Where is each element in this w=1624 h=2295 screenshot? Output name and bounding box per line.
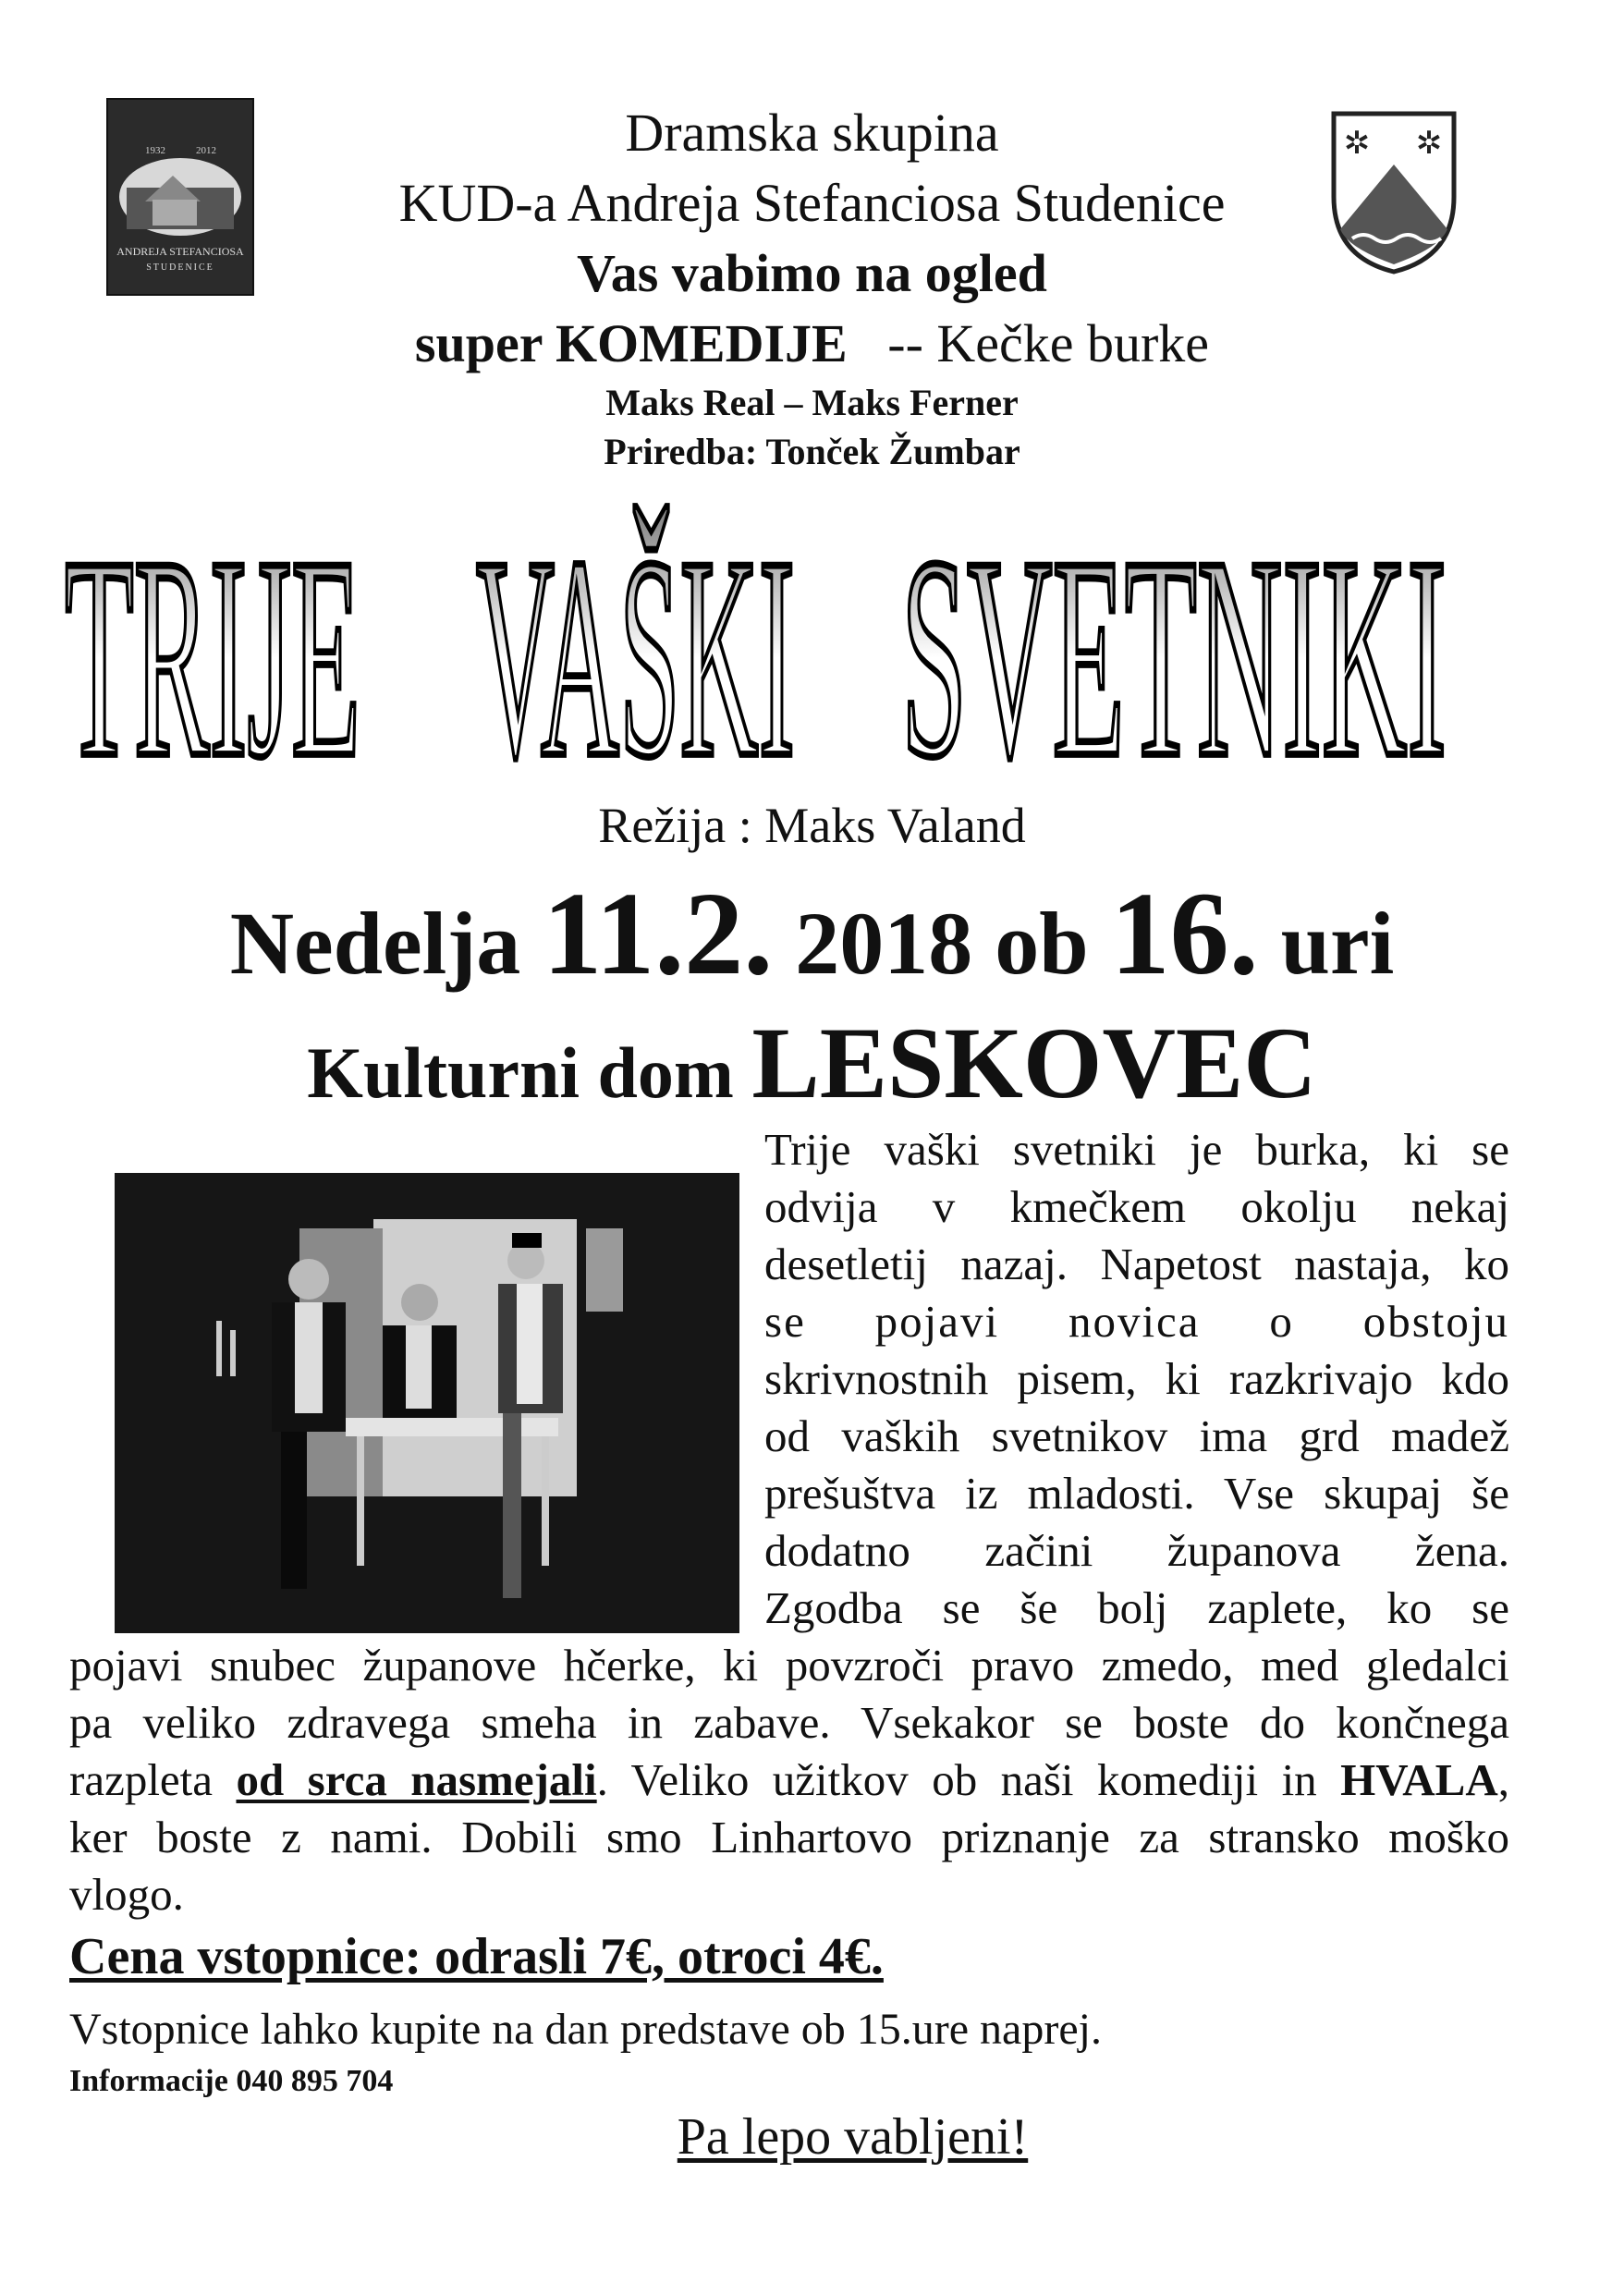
genre: super KOMEDIJE: [414, 313, 848, 373]
description-line: ker boste z nami. Dobili smo Linhartovo priznanje za stransko moško: [69, 1812, 1509, 1862]
emphasis: od srca nasmejali: [236, 1754, 597, 1805]
svg-text:STUDENICE: STUDENICE: [146, 262, 214, 273]
description-line: pojavi snubec županove hčerke, ki povzroči pravo zmedo, med gledalci: [69, 1640, 1509, 1691]
title-word-2: VAŠKI: [476, 497, 795, 804]
authors: Maks Real – Maks Ferner: [605, 382, 1019, 423]
text: . Veliko užitkov ob naši komediji in: [596, 1754, 1317, 1805]
description-line: pa veliko zdravega smeha in zabave. Vsekakor se boste do končnega: [69, 1697, 1509, 1748]
society-name: KUD-a Andreja Stefanciosa Studenice: [398, 173, 1226, 233]
description-line: vlogo.: [69, 1869, 184, 1920]
subtitle: -- Kečke burke: [887, 313, 1210, 373]
genre-line: [0, 312, 1624, 374]
description-line: prešuštva iz mladosti. Vse skupaj še: [764, 1468, 1509, 1519]
venue-prefix: Kulturni dom: [307, 1032, 734, 1113]
description-line: desetletij nazaj. Napetost nastaja, ko: [764, 1239, 1509, 1289]
description-line: Zgodba se še bolj zaplete, ko se: [764, 1582, 1509, 1633]
closing: [647, 2107, 1058, 2167]
text: razpleta: [69, 1754, 214, 1805]
emphasis-thanks: HVALA: [1340, 1754, 1498, 1805]
hour-suffix: uri: [1280, 894, 1395, 993]
hour: 16.: [1110, 868, 1259, 999]
ticket-price-text: Cena vstopnice: odrasli 7€, otroci 4€.: [69, 1928, 884, 1985]
ticket-info: Vstopnice lahko kupite na dan predstave ob 15.ure naprej.: [69, 2005, 1102, 2054]
adaptation: Priredba: Tonček Žumbar: [604, 431, 1020, 472]
ticket-price: [69, 1927, 884, 1986]
description-line: skrivnostnih pisem, ki razkrivajo kdo: [764, 1353, 1509, 1404]
svg-text:✲: ✲: [1415, 127, 1443, 161]
director: Režija : Maks Valand: [598, 798, 1026, 853]
invitation: Vas vabimo na ogled: [577, 243, 1047, 303]
text: ,: [1497, 1754, 1509, 1805]
svg-text:1932: 1932: [145, 145, 165, 156]
description-line: Trije vaški svetniki je burka, ki se: [764, 1124, 1509, 1175]
svg-text:2012: 2012: [196, 145, 216, 156]
play-title: [55, 490, 1497, 804]
description-line: [69, 1752, 1509, 1809]
svg-text:✲: ✲: [1343, 127, 1371, 161]
day: Nedelja: [229, 894, 521, 993]
description-line: dodatno začini županova žena.: [764, 1525, 1509, 1576]
svg-text:ANDREJA STEFANCIOSA: ANDREJA STEFANCIOSA: [116, 245, 244, 258]
closing-text: Pa lepo vabljeni!: [677, 2108, 1029, 2166]
description-line: se pojavi novica o obstoju: [764, 1296, 1509, 1347]
date: 11.2.: [543, 868, 774, 999]
contact-info: Informacije 040 895 704: [69, 2064, 394, 2098]
description-line: od vaških svetnikov ima grd madež: [764, 1410, 1509, 1461]
title-word-1: TRIJE: [65, 497, 360, 804]
year: 2018 ob: [795, 894, 1089, 993]
venue-name: LESKOVEC: [751, 1007, 1317, 1119]
performance-photo: [115, 1173, 739, 1633]
date-line: [0, 868, 1624, 1004]
description-line: odvija v kmečkem okolju nekaj: [764, 1181, 1509, 1232]
venue-line: [0, 1007, 1624, 1129]
title-word-3: SVETNIKI: [901, 497, 1447, 804]
group-name: Dramska skupina: [625, 103, 999, 163]
